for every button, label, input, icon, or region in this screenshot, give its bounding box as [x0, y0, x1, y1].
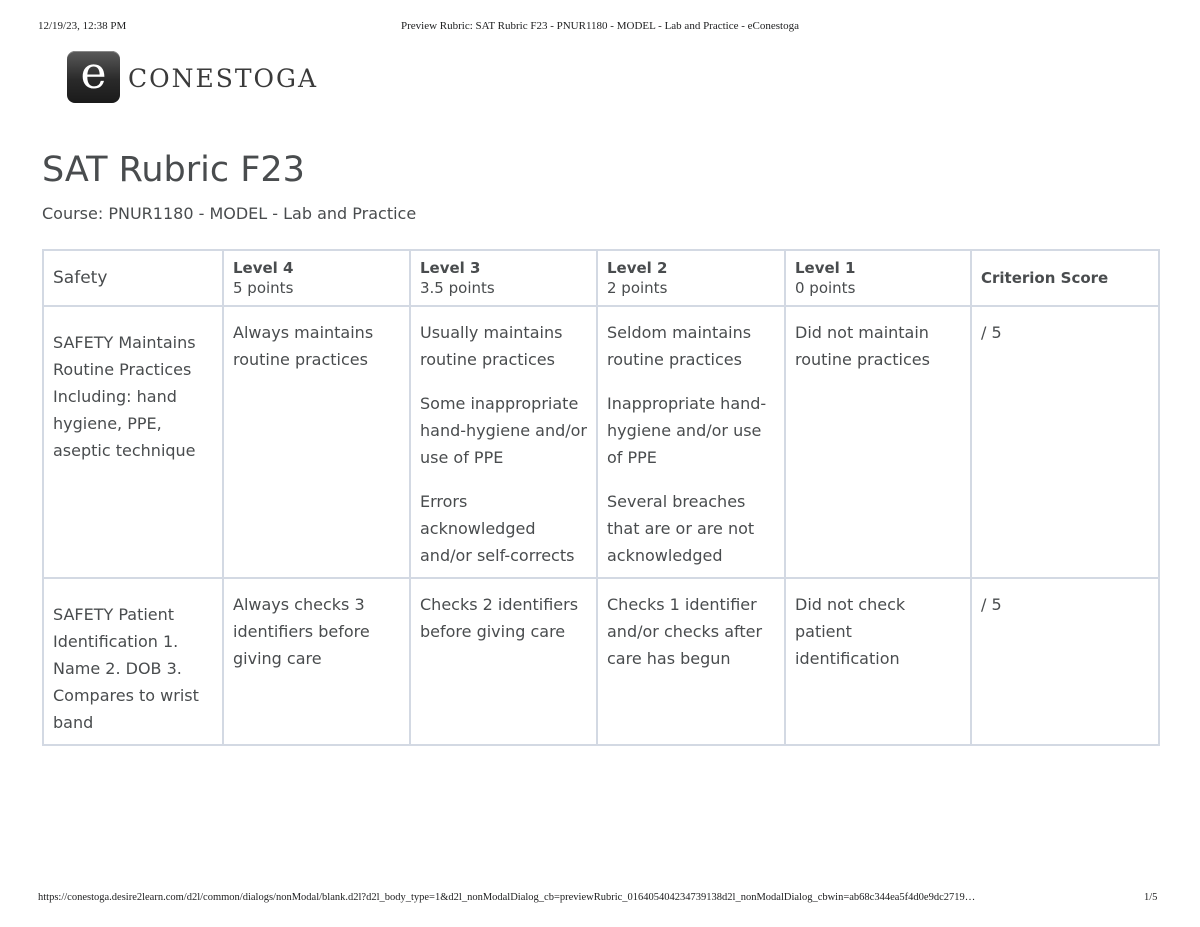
- print-date: 12/19/23, 12:38 PM: [38, 20, 127, 32]
- description-text: Did not maintain routine practices: [795, 323, 930, 369]
- description-text: Checks 1 identifier and/or checks after care has begun: [607, 595, 763, 668]
- level-header: [223, 250, 410, 306]
- print-page-title: Preview Rubric: SAT Rubric F23 - PNUR1180 - MODEL - Lab and Practice - eConestoga: [401, 20, 799, 32]
- level-name: Level 4: [233, 259, 294, 277]
- print-page-number: 1/5: [1144, 892, 1158, 903]
- description-text: Errors acknowledged and/or self-corrects: [420, 492, 575, 565]
- criterion-score: / 5: [971, 306, 1159, 578]
- econestoga-logo[interactable]: [67, 50, 318, 104]
- level-description: [597, 306, 785, 578]
- description-text: Some inappropriate hand-hygiene and/or use of PPE: [420, 394, 587, 467]
- course-label: Course: PNUR1180 - MODEL - Lab and Practice: [42, 204, 417, 223]
- criterion-name: SAFETY Patient Identification 1. Name 2. DOB 3. Compares to wrist band: [43, 578, 223, 745]
- description-text: Usually maintains routine practices: [420, 323, 563, 369]
- logo-text: CONESTOGA: [128, 63, 319, 93]
- level-header: [597, 250, 785, 306]
- page-title: SAT Rubric F23: [42, 150, 305, 190]
- level-name: Level 3: [420, 259, 481, 277]
- level-points: 0 points: [795, 279, 856, 297]
- criterion-name: SAFETY Maintains Routine Practices Including: hand hygiene, PPE, aseptic technique: [43, 306, 223, 578]
- description-text: Seldom maintains routine practices: [607, 323, 752, 369]
- criterion-score-header: Criterion Score: [971, 250, 1159, 306]
- rubric-header-row: [43, 250, 1159, 306]
- description-text: Always checks 3 identifiers before giving care: [233, 595, 370, 668]
- description-text: Several breaches that are or are not acknowledged: [607, 492, 755, 565]
- description-text: Did not check patient identification: [795, 595, 906, 668]
- description-text: Inappropriate hand-hygiene and/or use of PPE: [607, 394, 767, 467]
- logo-badge-icon: e: [67, 51, 120, 103]
- level-description: [223, 578, 410, 745]
- description-text: Always maintains routine practices: [233, 323, 374, 369]
- level-description: [785, 578, 971, 745]
- rubric-corner-label: Safety: [43, 250, 223, 306]
- level-points: 3.5 points: [420, 279, 495, 297]
- level-header: [410, 250, 597, 306]
- criterion-score: / 5: [971, 578, 1159, 745]
- rubric-row: [43, 578, 1159, 745]
- print-footer-url: https://conestoga.desire2learn.com/d2l/common/dialogs/nonModal/blank.d2l?d2l_body_type=1&d2l_nonModalDialog_cb=previewRubric_016405404234739138d2l_nonModalDialog_cbwin=ab68c344ea5f4d0e9dc2719…: [38, 892, 976, 903]
- level-description: [410, 306, 597, 578]
- print-header: [0, 20, 1200, 38]
- level-points: 2 points: [607, 279, 668, 297]
- rubric-table: [42, 249, 1160, 746]
- level-description: [785, 306, 971, 578]
- level-name: Level 2: [607, 259, 668, 277]
- level-name: Level 1: [795, 259, 856, 277]
- description-text: Checks 2 identifiers before giving care: [420, 595, 579, 641]
- rubric-row: [43, 306, 1159, 578]
- level-description: [597, 578, 785, 745]
- level-description: [223, 306, 410, 578]
- level-points: 5 points: [233, 279, 294, 297]
- level-description: [410, 578, 597, 745]
- level-header: [785, 250, 971, 306]
